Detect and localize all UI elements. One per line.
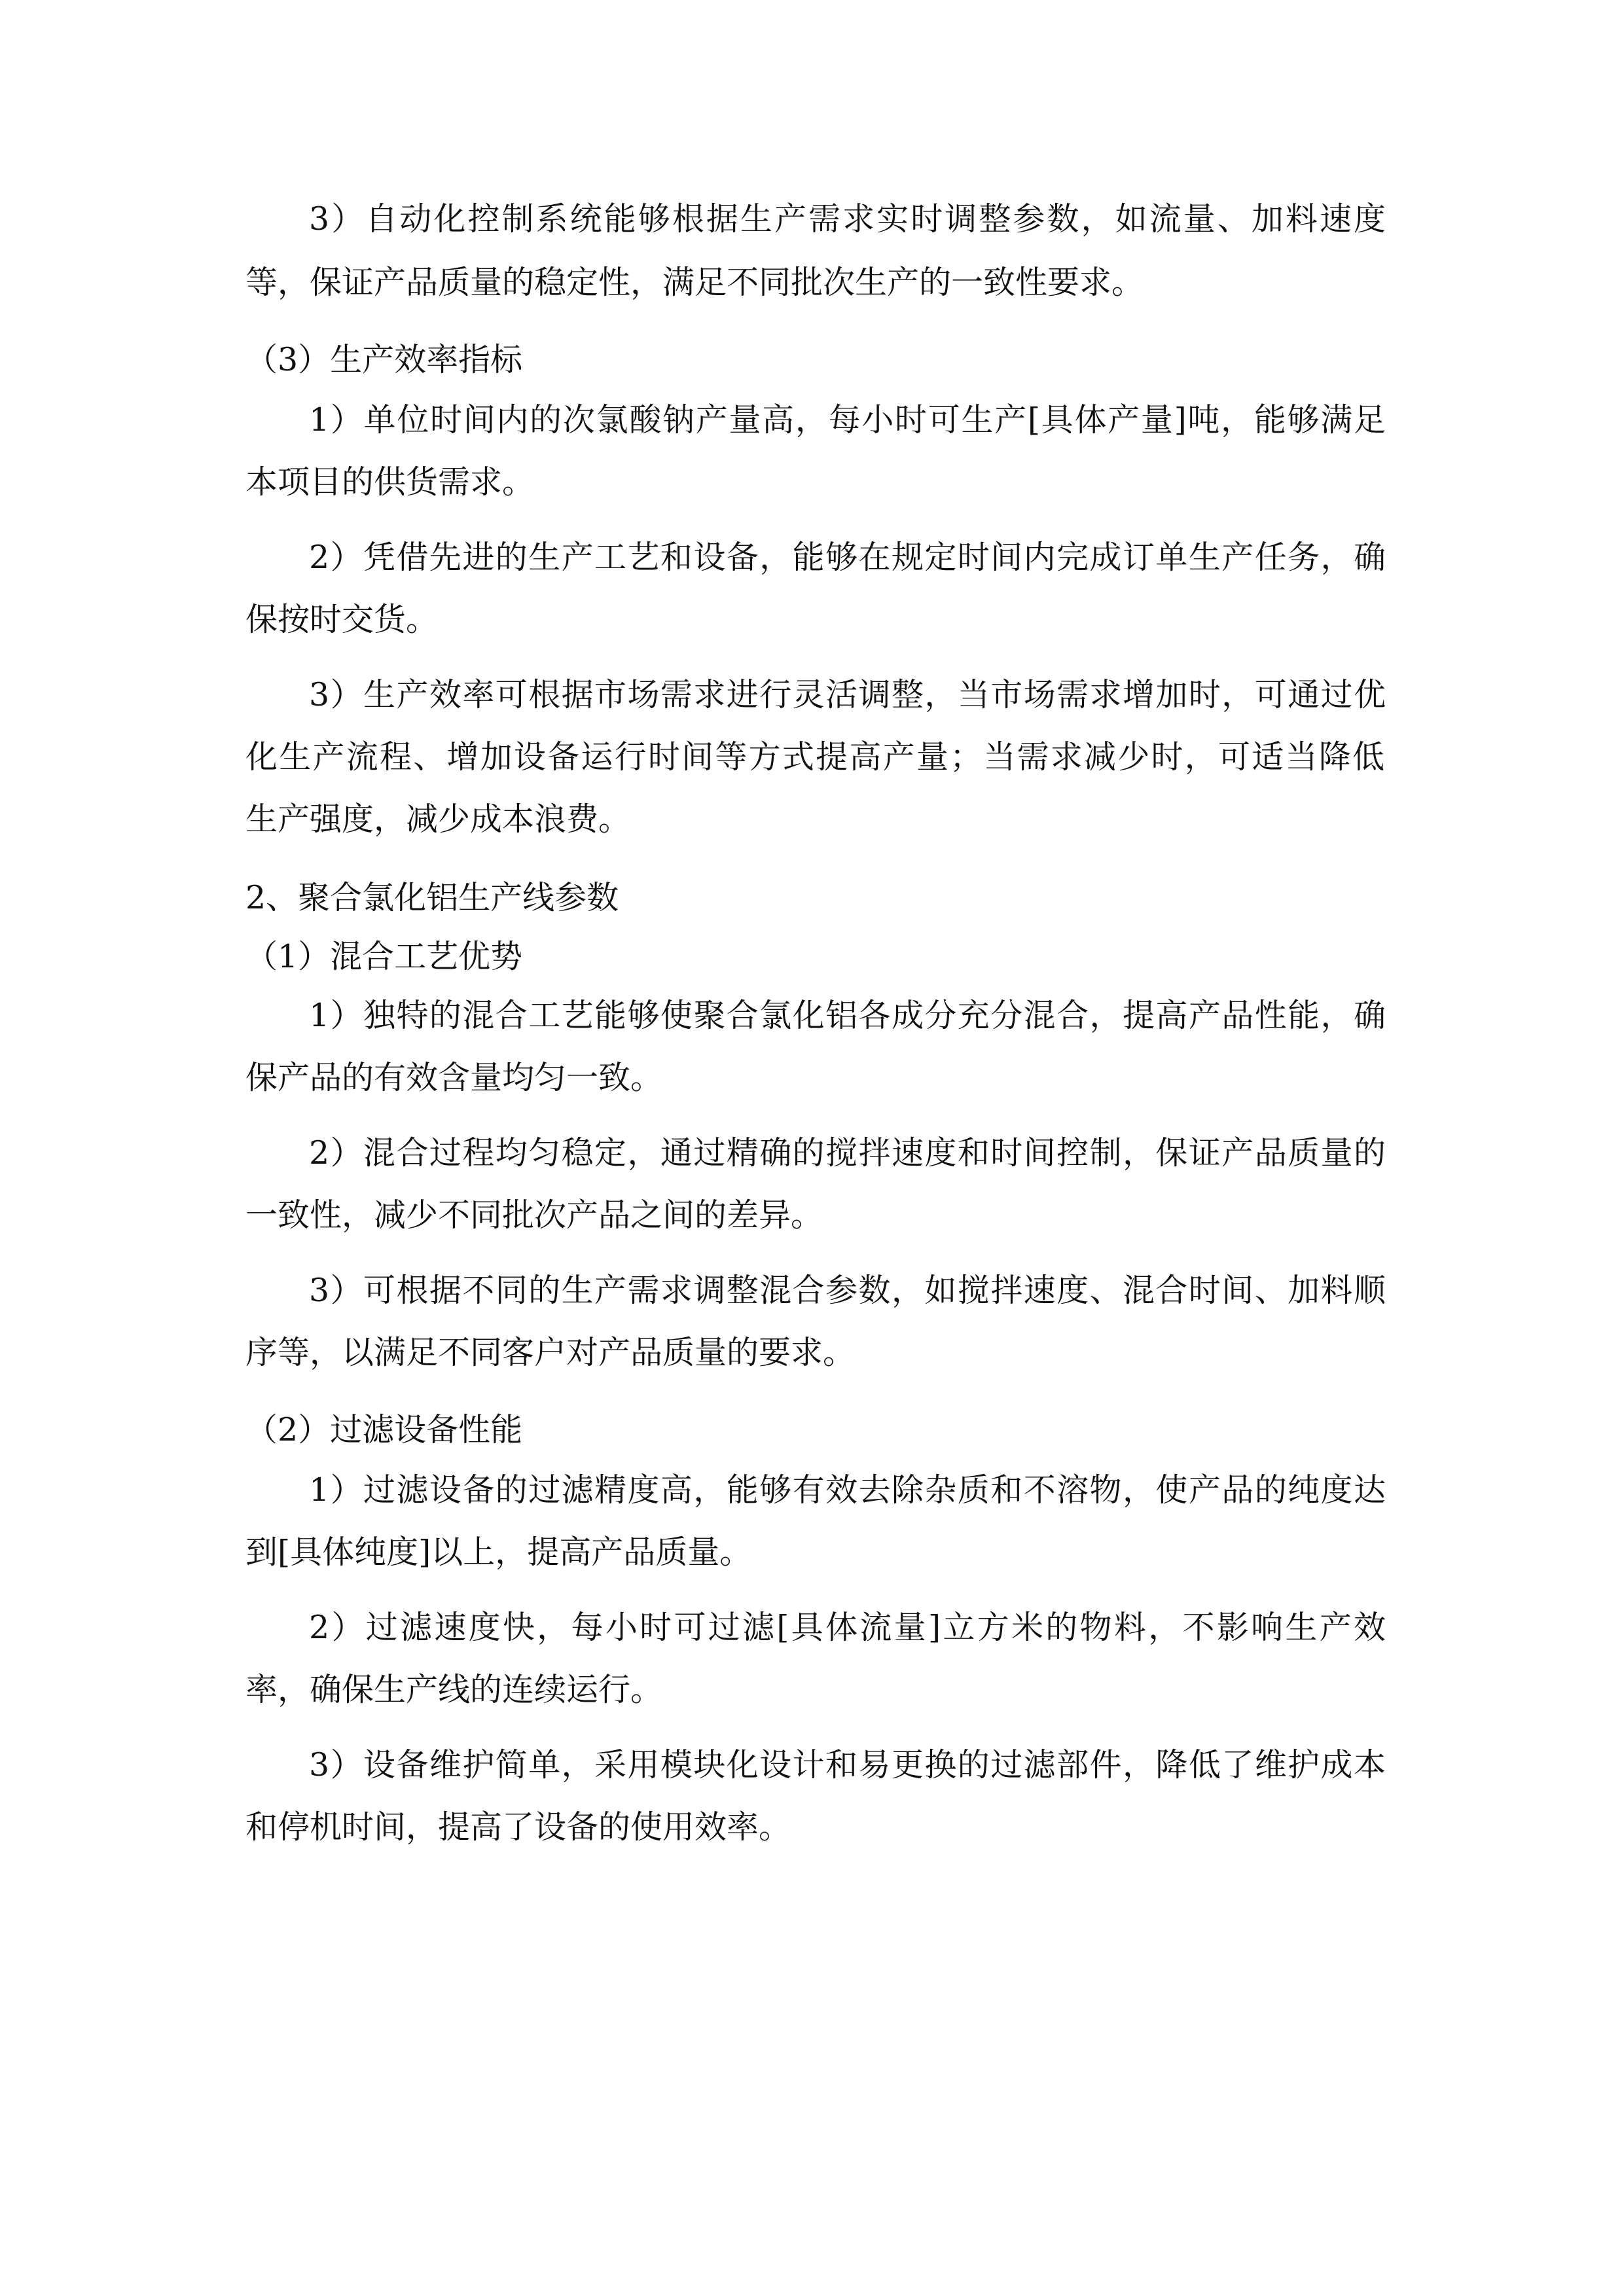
paragraph-line: 1）过滤设备的过滤精度高，能够有效去除杂质和不溶物，使产品的纯度达: [309, 1471, 1386, 1509]
section-heading: 2、聚合氯化铝生产线参数: [245, 879, 619, 916]
paragraph-line: 和停机时间，提高了设备的使用效率。: [245, 1808, 791, 1846]
paragraph-line: 3）可根据不同的生产需求调整混合参数，如搅拌速度、混合时间、加料顺: [309, 1272, 1386, 1309]
paragraph-line: 1）单位时间内的次氯酸钠产量高，每小时可生产[具体产量]吨，能够满足: [309, 401, 1386, 439]
section-heading: （3）生产效率指标: [245, 341, 523, 378]
paragraph-line: 3）自动化控制系统能够根据生产需求实时调整参数，如流量、加料速度: [309, 200, 1386, 238]
paragraph-line: 率，确保生产线的连续运行。: [245, 1671, 663, 1708]
paragraph-line: 化生产流程、增加设备运行时间等方式提高产量；当需求减少时，可适当降低: [245, 738, 1384, 776]
paragraph-line: 3）生产效率可根据市场需求进行灵活调整，当市场需求增加时，可通过优: [309, 676, 1386, 713]
paragraph-line: 到[具体纯度]以上，提高产品质量。: [245, 1534, 752, 1571]
paragraph-line: 2）混合过程均匀稳定，通过精确的搅拌速度和时间控制，保证产品质量的: [309, 1134, 1386, 1172]
paragraph-line: 1）独特的混合工艺能够使聚合氯化铝各成分充分混合，提高产品性能，确: [309, 997, 1386, 1034]
paragraph-line: 等，保证产品质量的稳定性，满足不同批次生产的一致性要求。: [245, 264, 1144, 301]
paragraph-line: 3）设备维护简单，采用模块化设计和易更换的过滤部件，降低了维护成本: [309, 1746, 1386, 1784]
paragraph-line: 序等，以满足不同客户对产品质量的要求。: [245, 1334, 856, 1371]
paragraph-line: 2）过滤速度快，每小时可过滤[具体流量]立方米的物料，不影响生产效: [309, 1609, 1386, 1646]
paragraph-line: 生产强度，减少成本浪费。: [245, 800, 631, 838]
paragraph-line: 保产品的有效含量均匀一致。: [245, 1059, 663, 1096]
paragraph-line: 2）凭借先进的生产工艺和设备，能够在规定时间内完成订单生产任务，确: [309, 539, 1386, 576]
subsection-heading: （2）过滤设备性能: [245, 1411, 523, 1448]
subsection-heading: （1）混合工艺优势: [245, 938, 523, 975]
paragraph-line: 本项目的供货需求。: [245, 463, 535, 501]
paragraph-line: 一致性，减少不同批次产品之间的差异。: [245, 1196, 823, 1234]
paragraph-line: 保按时交货。: [245, 601, 439, 638]
